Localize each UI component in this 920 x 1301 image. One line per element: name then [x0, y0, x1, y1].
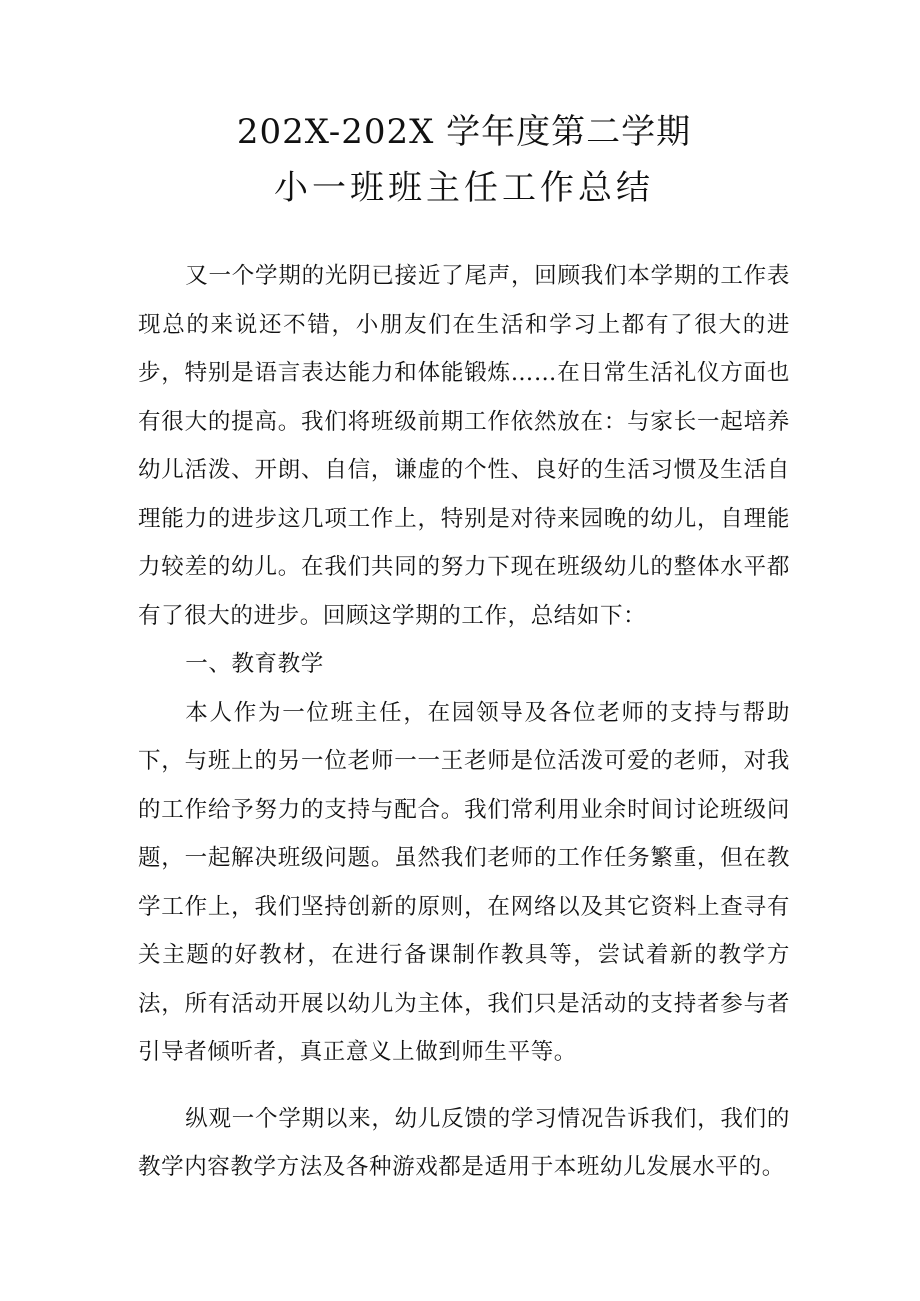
paragraph-review: 纵观一个学期以来，幼儿反馈的学习情况告诉我们，我们的教学内容教学方法及各种游戏都是适用于本班幼儿发展水平的。: [138, 1105, 790, 1180]
document-body: [138, 252, 790, 1192]
title-block: [138, 104, 790, 216]
section-heading-teaching: 一、教育教学: [185, 651, 324, 677]
paragraph-intro: 又一个学期的光阴已接近了尾声，回顾我们本学期的工作表现总的来说还不错，小朋友们在生活和学习上都有了很大的进步，特别是语言表达能力和体能锻炼……在日常生活礼仪方面也有很大的提高。我们将班级前期工作依然放在：与家长一起培养幼儿活泼、开朗、自信，谦虚的个性、良好的生活习惯及生活自理能力的进步这几项工作上，特别是对待来园晚的幼儿，自理能力较差的幼儿。在我们共同的努力下现在班级幼儿的整体水平都有了很大的进步。回顾这学期的工作，总结如下：: [138, 263, 790, 629]
document-subtitle: 小一班班主任工作总结: [274, 168, 654, 208]
document-title: 202X-202X 学年度第二学期: [236, 112, 692, 152]
paragraph-teaching: 本人作为一位班主任，在园领导及各位老师的支持与帮助下，与班上的另一位老师一一王老师是位活泼可爱的老师，对我的工作给予努力的支持与配合。我们常利用业余时间讨论班级问题，一起解决班级问题。虽然我们老师的工作任务繁重，但在教学工作上，我们坚持创新的原则，在网络以及其它资料上查寻有关主题的好教材，在进行备课制作教具等，尝试着新的教学方法，所有活动开展以幼儿为主体，我们只是活动的支持者参与者引导者倾听者，真正意义上做到师生平等。: [138, 699, 790, 1065]
